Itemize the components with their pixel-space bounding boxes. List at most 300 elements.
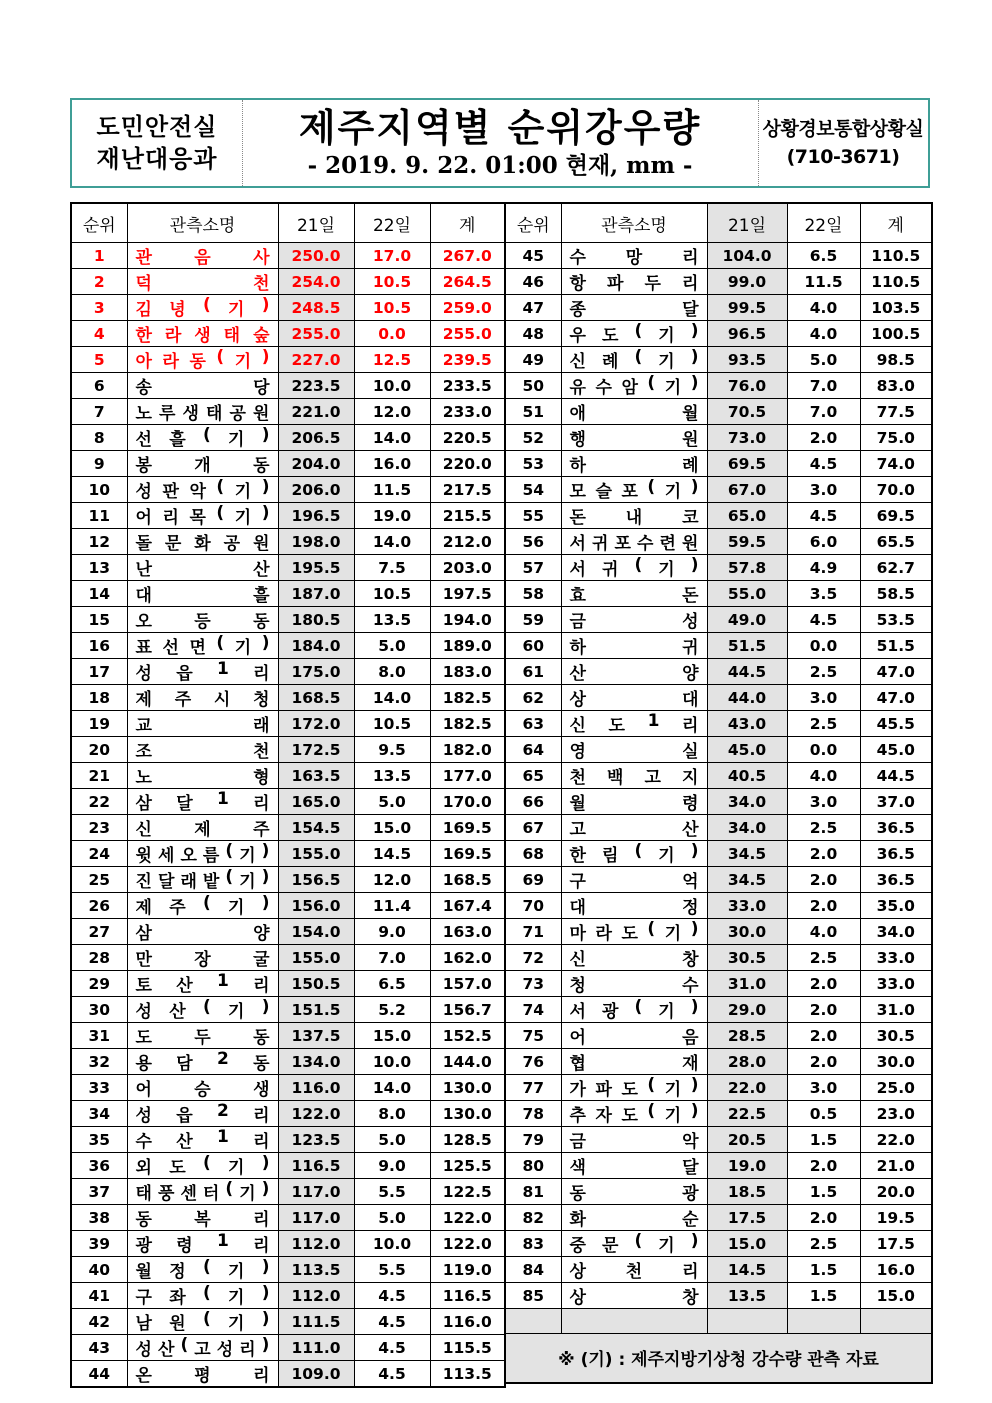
rain-21-cell: 70.5 xyxy=(707,399,787,425)
table-row xyxy=(505,1075,932,1101)
station-name: 마 라 도 ( 기 ) xyxy=(569,919,699,944)
rain-21-cell: 55.0 xyxy=(707,581,787,607)
rank-cell: 45 xyxy=(505,243,561,269)
rain-22-cell: 9.0 xyxy=(354,1153,430,1179)
rank-cell: 81 xyxy=(505,1179,561,1205)
station-cell xyxy=(561,1075,707,1101)
rain-21-cell: 57.8 xyxy=(707,555,787,581)
rank-cell: 23 xyxy=(71,815,127,841)
station-cell xyxy=(127,659,278,685)
rank-cell: 57 xyxy=(505,555,561,581)
table-row xyxy=(71,1101,505,1127)
station-cell xyxy=(127,347,278,373)
rain-21-cell: 73.0 xyxy=(707,425,787,451)
rank-cell: 46 xyxy=(505,269,561,295)
rain-22-cell: 7.5 xyxy=(354,555,430,581)
table-row xyxy=(505,1179,932,1205)
rank-cell: 15 xyxy=(71,607,127,633)
rank-cell: 65 xyxy=(505,763,561,789)
department-line-1: 도민안전실 xyxy=(96,113,218,141)
station-cell xyxy=(561,945,707,971)
table-row xyxy=(505,321,932,347)
rain-22-cell: 15.0 xyxy=(354,1023,430,1049)
station-cell xyxy=(561,893,707,919)
total-cell: 144.0 xyxy=(430,1049,505,1075)
table-row xyxy=(71,581,505,607)
rank-cell: 6 xyxy=(71,373,127,399)
table-row xyxy=(505,373,932,399)
total-cell: 70.0 xyxy=(860,477,932,503)
rain-22-cell: 5.0 xyxy=(354,1127,430,1153)
station-name: 돌 문 화 공 원 xyxy=(135,534,270,554)
rain-21-cell: 33.0 xyxy=(707,893,787,919)
rain-22-cell: 5.0 xyxy=(354,633,430,659)
station-cell xyxy=(561,711,707,737)
total-cell: 100.5 xyxy=(860,321,932,347)
station-cell xyxy=(127,763,278,789)
table-row xyxy=(71,763,505,789)
rank-cell: 52 xyxy=(505,425,561,451)
rain-22-cell: 1.5 xyxy=(787,1127,860,1153)
col-total-header: 계 xyxy=(430,203,505,243)
department-line-2: 재난대응과 xyxy=(96,145,218,173)
rain-21-cell: 248.5 xyxy=(278,295,354,321)
station-cell xyxy=(561,815,707,841)
total-cell: 215.5 xyxy=(430,503,505,529)
station-name: 선 흘 ( 기 ) xyxy=(135,425,270,450)
rain-21-cell: 150.5 xyxy=(278,971,354,997)
total-cell: 17.5 xyxy=(860,1231,932,1257)
rain-21-cell: 175.0 xyxy=(278,659,354,685)
table-row xyxy=(71,529,505,555)
station-cell xyxy=(127,815,278,841)
station-name: 금 악 xyxy=(569,1132,699,1152)
rain-22-cell: 10.0 xyxy=(354,373,430,399)
rain-21-cell: 116.5 xyxy=(278,1153,354,1179)
station-name: 노 루 생 태 공 원 xyxy=(135,404,270,424)
rain-22-cell: 1.5 xyxy=(787,1179,860,1205)
table-row xyxy=(505,685,932,711)
rain-22-cell: 4.0 xyxy=(787,321,860,347)
total-cell: 15.0 xyxy=(860,1283,932,1309)
blank-cell xyxy=(707,1309,787,1334)
table-row xyxy=(71,1023,505,1049)
table-row xyxy=(71,1283,505,1309)
table-row xyxy=(505,1283,932,1309)
left-table-body xyxy=(71,203,505,1387)
table-row xyxy=(505,269,932,295)
rain-22-cell: 2.5 xyxy=(787,1231,860,1257)
rank-cell: 78 xyxy=(505,1101,561,1127)
table-row xyxy=(71,373,505,399)
rain-21-cell: 17.5 xyxy=(707,1205,787,1231)
right-header-row xyxy=(505,203,932,243)
station-name: 어 음 xyxy=(569,1028,699,1048)
station-name: 남 원 ( 기 ) xyxy=(135,1309,270,1334)
table-row xyxy=(71,945,505,971)
rain-22-cell: 10.5 xyxy=(354,581,430,607)
rain-21-cell: 223.5 xyxy=(278,373,354,399)
station-cell xyxy=(127,269,278,295)
table-row xyxy=(71,607,505,633)
station-cell xyxy=(561,451,707,477)
rank-cell: 24 xyxy=(71,841,127,867)
station-name: 대 정 xyxy=(569,898,699,918)
rank-cell: 66 xyxy=(505,789,561,815)
rain-22-cell: 4.0 xyxy=(787,295,860,321)
rank-cell: 63 xyxy=(505,711,561,737)
station-name: 아 라 동 ( 기 ) xyxy=(135,347,270,372)
station-cell xyxy=(127,867,278,893)
station-name: 애 월 xyxy=(569,404,699,424)
station-cell xyxy=(127,1361,278,1388)
table-row xyxy=(505,1153,932,1179)
station-name: 화 순 xyxy=(569,1210,699,1230)
table-row xyxy=(71,919,505,945)
table-row xyxy=(71,867,505,893)
total-cell: 22.0 xyxy=(860,1127,932,1153)
station-name: 신 창 xyxy=(569,950,699,970)
station-cell xyxy=(561,971,707,997)
rank-cell: 2 xyxy=(71,269,127,295)
table-row xyxy=(71,997,505,1023)
station-cell xyxy=(127,971,278,997)
station-name: 유 수 암 ( 기 ) xyxy=(569,373,699,398)
rank-cell: 37 xyxy=(71,1179,127,1205)
total-cell: 220.0 xyxy=(430,451,505,477)
rank-cell: 11 xyxy=(71,503,127,529)
table-row xyxy=(71,971,505,997)
rain-21-cell: 111.5 xyxy=(278,1309,354,1335)
rank-cell: 7 xyxy=(71,399,127,425)
rain-21-cell: 123.5 xyxy=(278,1127,354,1153)
rain-22-cell: 7.0 xyxy=(354,945,430,971)
total-cell: 36.5 xyxy=(860,815,932,841)
rain-21-cell: 172.5 xyxy=(278,737,354,763)
rain-22-cell: 12.0 xyxy=(354,867,430,893)
station-name: 성 산 ( 기 ) xyxy=(135,997,270,1022)
station-cell xyxy=(561,555,707,581)
rain-22-cell: 12.0 xyxy=(354,399,430,425)
table-row xyxy=(505,919,932,945)
total-cell: 19.5 xyxy=(860,1205,932,1231)
station-name: 하 귀 xyxy=(569,638,699,658)
rank-cell: 59 xyxy=(505,607,561,633)
rain-22-cell: 2.0 xyxy=(787,867,860,893)
station-name: 난 산 xyxy=(135,560,270,580)
total-cell: 163.0 xyxy=(430,919,505,945)
rain-21-cell: 156.5 xyxy=(278,867,354,893)
contact-box xyxy=(758,100,928,186)
station-cell xyxy=(127,399,278,425)
total-cell: 162.0 xyxy=(430,945,505,971)
total-cell: 75.0 xyxy=(860,425,932,451)
rain-21-cell: 112.0 xyxy=(278,1283,354,1309)
rank-cell: 75 xyxy=(505,1023,561,1049)
rank-cell: 17 xyxy=(71,659,127,685)
station-cell xyxy=(127,1231,278,1257)
station-cell xyxy=(127,1179,278,1205)
station-cell xyxy=(127,373,278,399)
total-cell: 169.5 xyxy=(430,841,505,867)
total-cell: 122.0 xyxy=(430,1231,505,1257)
total-cell: 25.0 xyxy=(860,1075,932,1101)
rain-21-cell: 30.5 xyxy=(707,945,787,971)
rain-22-cell: 8.0 xyxy=(354,659,430,685)
rain-22-cell: 5.0 xyxy=(354,1205,430,1231)
table-row xyxy=(71,477,505,503)
station-name: 서 귀 포 수 련 원 xyxy=(569,534,699,554)
station-cell xyxy=(127,1205,278,1231)
total-cell: 122.0 xyxy=(430,1205,505,1231)
station-name: 구 억 xyxy=(569,872,699,892)
rain-22-cell: 16.0 xyxy=(354,451,430,477)
rank-cell: 62 xyxy=(505,685,561,711)
table-row xyxy=(505,477,932,503)
table-row xyxy=(505,737,932,763)
station-name: 김 녕 ( 기 ) xyxy=(135,295,270,320)
station-cell xyxy=(127,243,278,269)
rain-22-cell: 10.5 xyxy=(354,269,430,295)
station-cell xyxy=(127,321,278,347)
rain-21-cell: 254.0 xyxy=(278,269,354,295)
station-name: 삼 달 1 리 xyxy=(135,789,270,814)
rain-21-cell: 206.0 xyxy=(278,477,354,503)
station-cell xyxy=(561,1049,707,1075)
station-cell xyxy=(561,503,707,529)
rain-22-cell: 5.2 xyxy=(354,997,430,1023)
rank-cell: 72 xyxy=(505,945,561,971)
table-row xyxy=(505,763,932,789)
rain-22-cell: 2.0 xyxy=(787,1023,860,1049)
table-row xyxy=(505,815,932,841)
station-cell xyxy=(127,737,278,763)
total-cell: 44.5 xyxy=(860,763,932,789)
station-cell xyxy=(561,737,707,763)
contact-office: 상황경보통합상황실 xyxy=(762,118,924,140)
table-row xyxy=(505,425,932,451)
rain-21-cell: 221.0 xyxy=(278,399,354,425)
rain-21-cell: 99.5 xyxy=(707,295,787,321)
total-cell: 20.0 xyxy=(860,1179,932,1205)
rain-22-cell: 4.5 xyxy=(787,451,860,477)
station-name: 온 평 리 xyxy=(135,1366,270,1386)
rain-22-cell: 2.5 xyxy=(787,945,860,971)
rank-cell: 21 xyxy=(71,763,127,789)
rain-21-cell: 104.0 xyxy=(707,243,787,269)
rain-21-cell: 117.0 xyxy=(278,1179,354,1205)
rain-21-cell: 109.0 xyxy=(278,1361,354,1388)
station-cell xyxy=(127,945,278,971)
station-cell xyxy=(561,399,707,425)
rain-21-cell: 96.5 xyxy=(707,321,787,347)
rain-21-cell: 198.0 xyxy=(278,529,354,555)
total-cell: 259.0 xyxy=(430,295,505,321)
rain-22-cell: 15.0 xyxy=(354,815,430,841)
station-name: 용 담 2 동 xyxy=(135,1049,270,1074)
station-name: 관 음 사 xyxy=(135,248,270,268)
rain-22-cell: 3.5 xyxy=(787,581,860,607)
rain-21-cell: 196.5 xyxy=(278,503,354,529)
rain-22-cell: 3.0 xyxy=(787,477,860,503)
table-row xyxy=(505,997,932,1023)
table-row xyxy=(505,295,932,321)
station-name: 한 림 ( 기 ) xyxy=(569,841,699,866)
table-row xyxy=(505,633,932,659)
table-row xyxy=(71,425,505,451)
station-name: 태 풍 센 터 ( 기 ) xyxy=(135,1179,270,1204)
station-cell xyxy=(127,477,278,503)
col-d21-header: 21일 xyxy=(278,203,354,243)
col-rank-header: 순위 xyxy=(71,203,127,243)
station-cell xyxy=(561,295,707,321)
station-name: 한 라 생 태 숲 xyxy=(135,326,270,346)
note-row xyxy=(505,1333,932,1383)
station-name: 광 령 1 리 xyxy=(135,1231,270,1256)
station-cell xyxy=(561,1231,707,1257)
rain-21-cell: 45.0 xyxy=(707,737,787,763)
total-cell: 30.0 xyxy=(860,1049,932,1075)
table-row xyxy=(505,1257,932,1283)
col-total-header: 계 xyxy=(860,203,932,243)
table-row xyxy=(505,243,932,269)
station-cell xyxy=(127,1153,278,1179)
total-cell: 169.5 xyxy=(430,815,505,841)
rain-22-cell: 7.0 xyxy=(787,373,860,399)
total-cell: 203.0 xyxy=(430,555,505,581)
rank-cell: 33 xyxy=(71,1075,127,1101)
station-name: 신 도 1 리 xyxy=(569,711,699,736)
station-cell xyxy=(561,1127,707,1153)
station-cell xyxy=(561,1023,707,1049)
station-cell xyxy=(127,1257,278,1283)
station-cell xyxy=(127,1101,278,1127)
rain-22-cell: 2.0 xyxy=(787,1205,860,1231)
total-cell: 58.5 xyxy=(860,581,932,607)
table-row xyxy=(505,555,932,581)
total-cell: 34.0 xyxy=(860,919,932,945)
total-cell: 212.0 xyxy=(430,529,505,555)
table-row xyxy=(71,633,505,659)
rain-21-cell: 154.0 xyxy=(278,919,354,945)
total-cell: 170.0 xyxy=(430,789,505,815)
station-cell xyxy=(127,529,278,555)
station-cell xyxy=(127,607,278,633)
rank-cell: 47 xyxy=(505,295,561,321)
rain-22-cell: 14.5 xyxy=(354,841,430,867)
station-name: 우 도 ( 기 ) xyxy=(569,321,699,346)
station-name: 월 정 ( 기 ) xyxy=(135,1257,270,1282)
rain-21-cell: 184.0 xyxy=(278,633,354,659)
rain-21-cell: 31.0 xyxy=(707,971,787,997)
total-cell: 45.0 xyxy=(860,737,932,763)
total-cell: 130.0 xyxy=(430,1101,505,1127)
total-cell: 77.5 xyxy=(860,399,932,425)
rain-21-cell: 151.5 xyxy=(278,997,354,1023)
total-cell: 23.0 xyxy=(860,1101,932,1127)
rain-21-cell: 255.0 xyxy=(278,321,354,347)
rank-cell: 20 xyxy=(71,737,127,763)
total-cell: 74.0 xyxy=(860,451,932,477)
table-row xyxy=(71,243,505,269)
total-cell: 157.0 xyxy=(430,971,505,997)
station-cell xyxy=(561,373,707,399)
rain-22-cell: 19.0 xyxy=(354,503,430,529)
rank-cell: 18 xyxy=(71,685,127,711)
station-name: 수 산 1 리 xyxy=(135,1127,270,1152)
rank-cell: 27 xyxy=(71,919,127,945)
table-row xyxy=(505,607,932,633)
station-name: 월 령 xyxy=(569,794,699,814)
source-note: ※ (기) : 제주지방기상청 강수량 관측 자료 xyxy=(505,1333,932,1383)
rainfall-table-left xyxy=(70,202,506,1388)
rain-21-cell: 67.0 xyxy=(707,477,787,503)
total-cell: 21.0 xyxy=(860,1153,932,1179)
rain-22-cell: 10.0 xyxy=(354,1049,430,1075)
rain-21-cell: 34.5 xyxy=(707,841,787,867)
rank-cell: 64 xyxy=(505,737,561,763)
rain-22-cell: 1.5 xyxy=(787,1257,860,1283)
station-cell xyxy=(561,425,707,451)
station-name: 고 산 xyxy=(569,820,699,840)
table-row xyxy=(505,1101,932,1127)
station-name: 천 백 고 지 xyxy=(569,768,699,788)
table-row xyxy=(71,1309,505,1335)
rank-cell: 49 xyxy=(505,347,561,373)
station-name: 조 천 xyxy=(135,742,270,762)
total-cell: 189.0 xyxy=(430,633,505,659)
station-cell xyxy=(127,1335,278,1361)
table-row xyxy=(505,399,932,425)
station-name: 제 주 시 청 xyxy=(135,690,270,710)
blank-cell xyxy=(561,1309,707,1334)
station-name: 수 망 리 xyxy=(569,248,699,268)
rank-cell: 19 xyxy=(71,711,127,737)
rank-cell: 80 xyxy=(505,1153,561,1179)
rank-cell: 84 xyxy=(505,1257,561,1283)
rank-cell: 69 xyxy=(505,867,561,893)
rank-cell: 29 xyxy=(71,971,127,997)
station-cell xyxy=(561,867,707,893)
table-row xyxy=(71,1049,505,1075)
table-row xyxy=(71,555,505,581)
station-name: 돈 내 코 xyxy=(569,508,699,528)
rank-cell: 67 xyxy=(505,815,561,841)
table-row xyxy=(505,971,932,997)
station-cell xyxy=(561,243,707,269)
station-name: 외 도 ( 기 ) xyxy=(135,1153,270,1178)
rain-22-cell: 10.0 xyxy=(354,1231,430,1257)
station-cell xyxy=(561,685,707,711)
table-row xyxy=(505,841,932,867)
blank-cell xyxy=(505,1309,561,1334)
total-cell: 65.5 xyxy=(860,529,932,555)
station-cell xyxy=(561,529,707,555)
rank-cell: 82 xyxy=(505,1205,561,1231)
total-cell: 194.0 xyxy=(430,607,505,633)
table-row xyxy=(505,451,932,477)
station-cell xyxy=(561,1205,707,1231)
rank-cell: 51 xyxy=(505,399,561,425)
rain-21-cell: 22.0 xyxy=(707,1075,787,1101)
rain-22-cell: 2.0 xyxy=(787,1153,860,1179)
rank-cell: 38 xyxy=(71,1205,127,1231)
rain-21-cell: 43.0 xyxy=(707,711,787,737)
rain-22-cell: 4.5 xyxy=(354,1335,430,1361)
rank-cell: 25 xyxy=(71,867,127,893)
rain-22-cell: 2.0 xyxy=(787,997,860,1023)
total-cell: 103.5 xyxy=(860,295,932,321)
